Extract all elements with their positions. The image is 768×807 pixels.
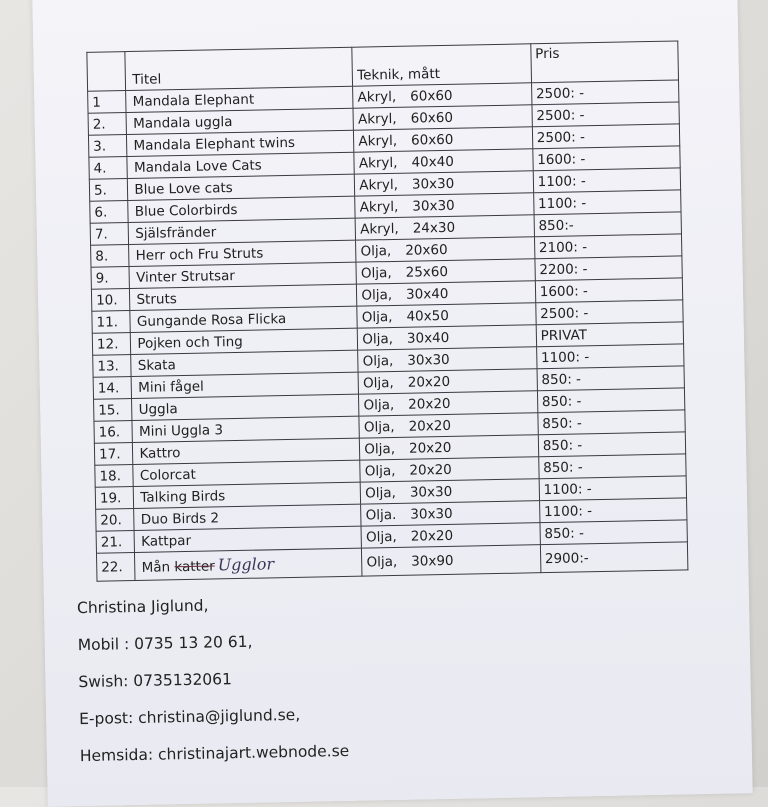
row-size: 20x60 (405, 241, 448, 259)
row-number: 14. (93, 377, 132, 400)
row-number: 16. (94, 420, 133, 443)
row-size: 30x40 (405, 285, 449, 303)
row-size: 60x60 (410, 87, 453, 105)
row-title: Mandala Elephant (126, 86, 353, 112)
row-price: 850: - (538, 410, 686, 435)
row-number: 12. (92, 333, 131, 356)
row-number: 5. (89, 179, 128, 202)
row-price: 1600: - (533, 146, 681, 171)
row-title: Gungande Rosa Flicka (130, 306, 357, 332)
row-size: 20x20 (408, 395, 451, 413)
row-title: Själsfränder (129, 218, 356, 244)
row-title: Vinter Strutsar (129, 262, 356, 288)
row-number: 8. (91, 245, 130, 268)
row-title: Kattpar (134, 526, 361, 552)
row-medium: Olja, (365, 484, 397, 502)
row-medium: Olja, (361, 308, 393, 326)
row-price: 2500: - (535, 300, 683, 325)
row-medium: Olja, (360, 242, 392, 260)
contact-mobile: Mobil : 0735 13 20 61, (77, 632, 253, 655)
row-number: 10. (91, 289, 130, 312)
row-title: Mini Uggla 3 (132, 416, 359, 442)
row-size: 30x30 (410, 505, 453, 523)
row-size: 20x20 (410, 527, 454, 545)
row-price: 1600: - (535, 278, 683, 303)
row-medium: Olja, (360, 264, 392, 282)
row-title: Pojken och Ting (131, 328, 358, 354)
contact-swish: Swish: 0735132061 (78, 670, 233, 692)
table-body (88, 80, 688, 581)
price-list-paper (32, 0, 752, 807)
row-title: Kattro (133, 438, 360, 464)
row-number: 21. (96, 530, 135, 553)
row-medium: Olja, (363, 418, 395, 436)
row-price: 850: - (537, 388, 685, 413)
row-title: Blue Love cats (128, 174, 355, 200)
row-number: 4. (89, 157, 128, 180)
row-number: 7. (90, 223, 129, 246)
row-size: 30x30 (411, 175, 455, 193)
row-title (135, 548, 362, 580)
row-title: Mandala Elephant twins (127, 130, 354, 156)
row-number: 1 (88, 91, 127, 114)
row-size: 40x40 (411, 153, 454, 171)
row-medium: Akryl, (359, 198, 399, 216)
row-price: 2200: - (535, 256, 683, 281)
row-medium: Olja, (363, 396, 395, 414)
row-number: 22. (96, 552, 135, 581)
row-medium: Akryl, (359, 176, 399, 194)
row-medium: Akryl, (357, 88, 397, 106)
row-number: 6. (90, 201, 129, 224)
row-number: 19. (95, 486, 134, 509)
row-price: 2900:- (540, 542, 688, 573)
row-price: 850:- (534, 212, 682, 237)
row-price: 1100: - (533, 190, 681, 215)
row-medium: Olja, (362, 330, 394, 348)
row-price: PRIVAT (536, 322, 684, 347)
row-title: Skata (131, 350, 358, 376)
row-size: 20x20 (408, 439, 452, 457)
row-price: 2500: - (531, 80, 679, 105)
row-number: 9. (91, 267, 130, 290)
row-number: 11. (92, 311, 131, 334)
row-price: 2500: - (532, 102, 680, 127)
row-price: 850: - (537, 366, 685, 391)
row-title: Blue Colorbirds (128, 196, 355, 222)
row-medium: Olja, (364, 462, 396, 480)
row-medium: Olja. (365, 506, 397, 524)
contact-name: Christina Jiglund, (76, 596, 209, 618)
row-title: Struts (130, 284, 357, 310)
handwritten-correction: Ugglor (217, 554, 275, 575)
contact-email: E-post: christina@jiglund.se, (78, 705, 301, 729)
row-medium: Olja, (361, 286, 393, 304)
row-size: 60x60 (410, 109, 454, 127)
row-title: Uggla (132, 394, 359, 420)
row-size: 30x40 (406, 329, 450, 347)
header-number (87, 52, 126, 92)
header-title: Titel (125, 47, 353, 90)
row-medium: Olja, (365, 528, 397, 546)
row-title: Talking Birds (134, 482, 361, 508)
row-title: Mandala Love Cats (127, 152, 354, 178)
row-medium: Akryl, (359, 220, 399, 238)
row-size: 20x20 (409, 461, 452, 479)
row-medium: Olja, (366, 553, 398, 571)
row-medium: Akryl, (357, 110, 397, 128)
row-price: 2100: - (534, 234, 682, 259)
row-size: 20x20 (407, 373, 451, 391)
row-size: 25x60 (405, 263, 449, 281)
row-number: 20. (96, 508, 135, 531)
row-size: 30x30 (409, 483, 453, 501)
row-price: 1100: - (539, 476, 687, 501)
row-technique (362, 545, 541, 576)
row-size: 30x90 (411, 552, 454, 570)
row-size: 40x50 (406, 307, 450, 325)
price-table (86, 40, 688, 581)
row-medium: Olja, (362, 352, 394, 370)
header-price: Pris (531, 41, 679, 83)
row-price: 1100: - (536, 344, 684, 369)
row-size: 20x20 (408, 417, 452, 435)
row-price: 2500: - (532, 124, 680, 149)
row-title-prefix: Mån (141, 559, 171, 576)
row-size: 30x30 (412, 197, 455, 215)
contact-website: Hemsida: christinajart.webnode.se (79, 741, 350, 766)
row-title: Colorcat (133, 460, 360, 486)
row-number: 2. (88, 113, 127, 136)
row-number: 18. (95, 464, 134, 487)
row-number: 13. (93, 355, 132, 378)
row-title: Mini fågel (132, 372, 359, 398)
row-price: 1100: - (533, 168, 681, 193)
row-price: 850: - (538, 432, 686, 457)
row-price: 850: - (540, 520, 688, 545)
row-medium: Akryl, (358, 154, 398, 172)
row-medium: Akryl, (358, 132, 398, 150)
row-number: 15. (94, 399, 133, 422)
row-medium: Olja, (364, 440, 396, 458)
struck-word: katter (174, 558, 215, 576)
header-technique: Teknik, mått (352, 44, 531, 86)
row-size: 60x60 (410, 131, 454, 149)
row-size: 30x30 (407, 351, 450, 369)
row-title: Herr och Fru Struts (129, 240, 356, 266)
row-medium: Olja, (362, 374, 394, 392)
row-number: 17. (94, 442, 133, 465)
row-title: Mandala uggla (126, 108, 353, 134)
row-size: 24x30 (412, 219, 456, 237)
row-price: 1100: - (539, 498, 687, 523)
row-title: Duo Birds 2 (134, 504, 361, 530)
row-price: 850: - (538, 454, 686, 479)
row-number: 3. (88, 135, 127, 158)
